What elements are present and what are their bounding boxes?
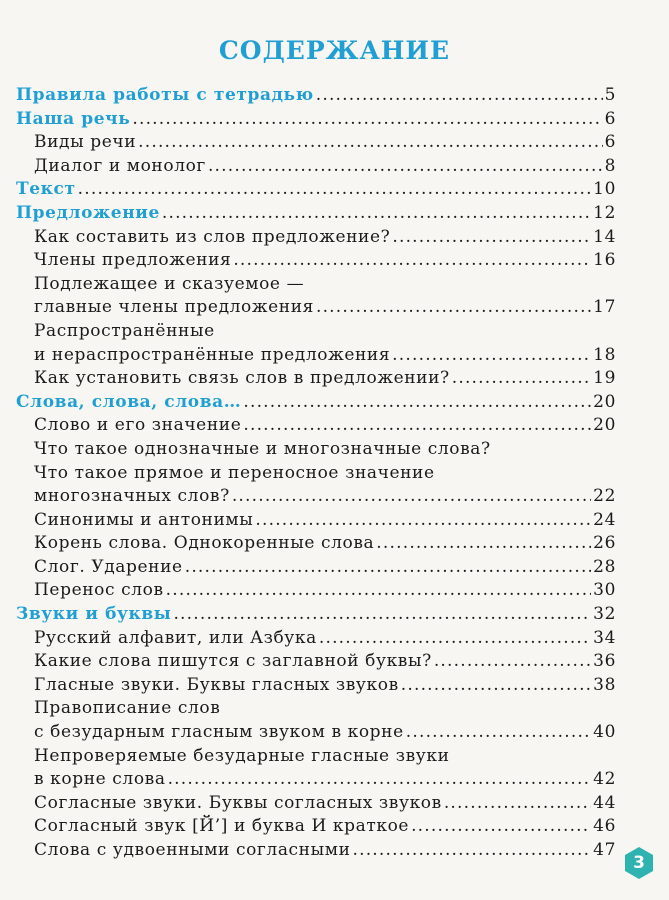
- toc-entry-text: Предложение: [16, 202, 160, 223]
- dot-leader: [411, 815, 591, 839]
- toc-entry: [16, 249, 616, 273]
- toc-page-number: 10: [593, 179, 616, 200]
- toc-entry-text: Что такое однозначные и многозначные слова?: [34, 438, 491, 459]
- toc-page-number: 6: [604, 132, 616, 153]
- toc-entry-text: Непроверяемые безударные гласные звуки: [34, 745, 450, 766]
- toc-entry-text: Согласный звук [Й’] и буква И краткое: [34, 816, 410, 837]
- toc-entry: [16, 367, 616, 391]
- dot-leader: [208, 155, 603, 179]
- toc-entry-text: Гласные звуки. Буквы гласных звуков: [34, 674, 399, 695]
- toc-entry: [16, 579, 616, 603]
- dot-leader: [233, 249, 591, 273]
- dot-leader: [185, 556, 591, 580]
- toc-page-number: 24: [593, 509, 616, 530]
- toc-page-number: 20: [593, 391, 616, 412]
- toc-entry: [16, 532, 616, 556]
- toc-entry: [16, 650, 616, 674]
- toc-entry: [16, 462, 616, 486]
- toc-page-number: 12: [593, 202, 616, 223]
- toc-entry-text: Какие слова пишутся с заглавной буквы?: [34, 651, 432, 672]
- toc-page-number: 46: [593, 816, 616, 837]
- toc-entry: [16, 320, 616, 344]
- toc-entry-text: Согласные звуки. Буквы согласных звуков: [34, 792, 442, 813]
- dot-leader: [376, 532, 591, 556]
- page-number-badge: [624, 846, 654, 880]
- toc-page-number: 30: [593, 580, 616, 601]
- toc-page-number: 20: [593, 415, 616, 436]
- toc-page-number: 6: [604, 108, 616, 129]
- toc-page-number: 26: [593, 533, 616, 554]
- dot-leader: [243, 391, 591, 415]
- toc-entry: [16, 556, 616, 580]
- toc-entry-text: Звуки и буквы: [16, 604, 172, 625]
- dot-leader: [166, 579, 592, 603]
- dot-leader: [434, 650, 591, 674]
- toc-page-number: 18: [593, 344, 616, 365]
- toc-entry: [16, 627, 616, 651]
- dot-leader: [392, 226, 591, 250]
- toc-page-number: 19: [593, 368, 616, 389]
- toc-page-number: 38: [593, 674, 616, 695]
- toc-page-number: 32: [593, 604, 616, 625]
- toc-entry: [16, 697, 616, 721]
- dot-leader: [316, 296, 591, 320]
- toc-entry: [16, 745, 616, 769]
- toc-entry-text: в корне слова: [34, 769, 166, 790]
- toc-entry: [16, 721, 616, 745]
- toc-page-number: 42: [593, 769, 616, 790]
- toc-entry-text: Правописание слов: [34, 698, 221, 719]
- toc-page-number: 47: [593, 840, 616, 860]
- toc-entry: [16, 485, 616, 509]
- dot-leader: [138, 131, 602, 155]
- page-number: 3: [633, 853, 645, 873]
- toc-entry-text: Перенос слов: [34, 580, 164, 601]
- toc-page-number: 8: [604, 155, 616, 176]
- toc-entry: [16, 674, 616, 698]
- toc-entry-text: Распространённые: [34, 320, 215, 341]
- toc-section: [16, 108, 616, 132]
- toc-entry-text: Наша речь: [16, 108, 131, 129]
- toc-entry-text: с безударным гласным звуком в корне: [34, 722, 404, 743]
- dot-leader: [401, 674, 591, 698]
- toc-entry-text: Слог. Ударение: [34, 556, 183, 577]
- dot-leader: [406, 721, 591, 745]
- toc-page-number: 22: [593, 486, 616, 507]
- toc-entry: [16, 509, 616, 533]
- toc-entry-text: Как составить из слов предложение?: [34, 226, 391, 247]
- toc-entry: [16, 792, 616, 816]
- toc-entry-text: многозначных слов?: [34, 486, 230, 507]
- toc-entry-text: Слова с удвоенными согласными: [34, 840, 351, 860]
- toc-entry: [16, 438, 616, 462]
- toc-entry-text: Русский алфавит, или Азбука: [34, 627, 317, 648]
- toc-page-number: 14: [593, 226, 616, 247]
- toc-entry-text: Что такое прямое и переносное значение: [34, 462, 435, 483]
- toc-entry: [16, 131, 616, 155]
- dot-leader: [319, 627, 591, 651]
- toc-entry-text: Члены предложения: [34, 250, 232, 271]
- toc-page-number: 5: [604, 85, 616, 105]
- toc-entry-text: Слова, слова, слова…: [16, 391, 242, 412]
- toc-entry: [16, 768, 616, 792]
- toc-entry-text: Слово и его значение: [34, 415, 242, 436]
- dot-leader: [243, 414, 591, 438]
- toc-entry-text: Диалог и монолог: [34, 155, 206, 176]
- toc-entry: [16, 344, 616, 368]
- dot-leader: [78, 178, 592, 202]
- toc-page-number: 40: [593, 722, 616, 743]
- toc-entry: [16, 296, 616, 320]
- toc-entry-text: Правила работы с тетрадью: [16, 85, 314, 105]
- toc-page-number: 36: [593, 651, 616, 672]
- toc-section: [16, 391, 616, 415]
- toc-entry-text: Синонимы и антонимы: [34, 509, 254, 530]
- toc-entry-text: Корень слова. Однокоренные слова: [34, 533, 375, 554]
- toc-page-number: 28: [593, 556, 616, 577]
- dot-leader: [232, 485, 591, 509]
- dot-leader: [444, 792, 591, 816]
- toc-entry-text: Текст: [16, 179, 76, 200]
- toc-section: [16, 202, 616, 226]
- toc-page-number: 44: [593, 792, 616, 813]
- toc-entry-text: Подлежащее и сказуемое —: [34, 273, 305, 294]
- dot-leader: [132, 108, 602, 132]
- table-of-contents: [16, 84, 616, 863]
- toc-entry-text: и нераспространённые предложения: [34, 344, 391, 365]
- dot-leader: [452, 367, 591, 391]
- toc-entry-text: Виды речи: [34, 132, 137, 153]
- dot-leader: [353, 839, 592, 863]
- toc-entry: [16, 155, 616, 179]
- toc-section: [16, 84, 616, 108]
- dot-leader: [316, 84, 603, 108]
- toc-entry: [16, 839, 616, 863]
- toc-entry: [16, 273, 616, 297]
- toc-entry-text: Как установить связь слов в предложении?: [34, 368, 450, 389]
- toc-entry: [16, 414, 616, 438]
- toc-entry-text: главные члены предложения: [34, 297, 314, 318]
- dot-leader: [173, 603, 591, 627]
- dot-leader: [392, 344, 591, 368]
- toc-section: [16, 178, 616, 202]
- toc-entry: [16, 226, 616, 250]
- toc-page-number: 16: [593, 250, 616, 271]
- dot-leader: [162, 202, 591, 226]
- toc-page-number: 17: [593, 297, 616, 318]
- toc-section: [16, 603, 616, 627]
- toc-entry: [16, 815, 616, 839]
- dot-leader: [255, 509, 591, 533]
- page-title: СОДЕРЖАНИЕ: [218, 36, 451, 65]
- toc-page-number: 34: [593, 627, 616, 648]
- dot-leader: [168, 768, 592, 792]
